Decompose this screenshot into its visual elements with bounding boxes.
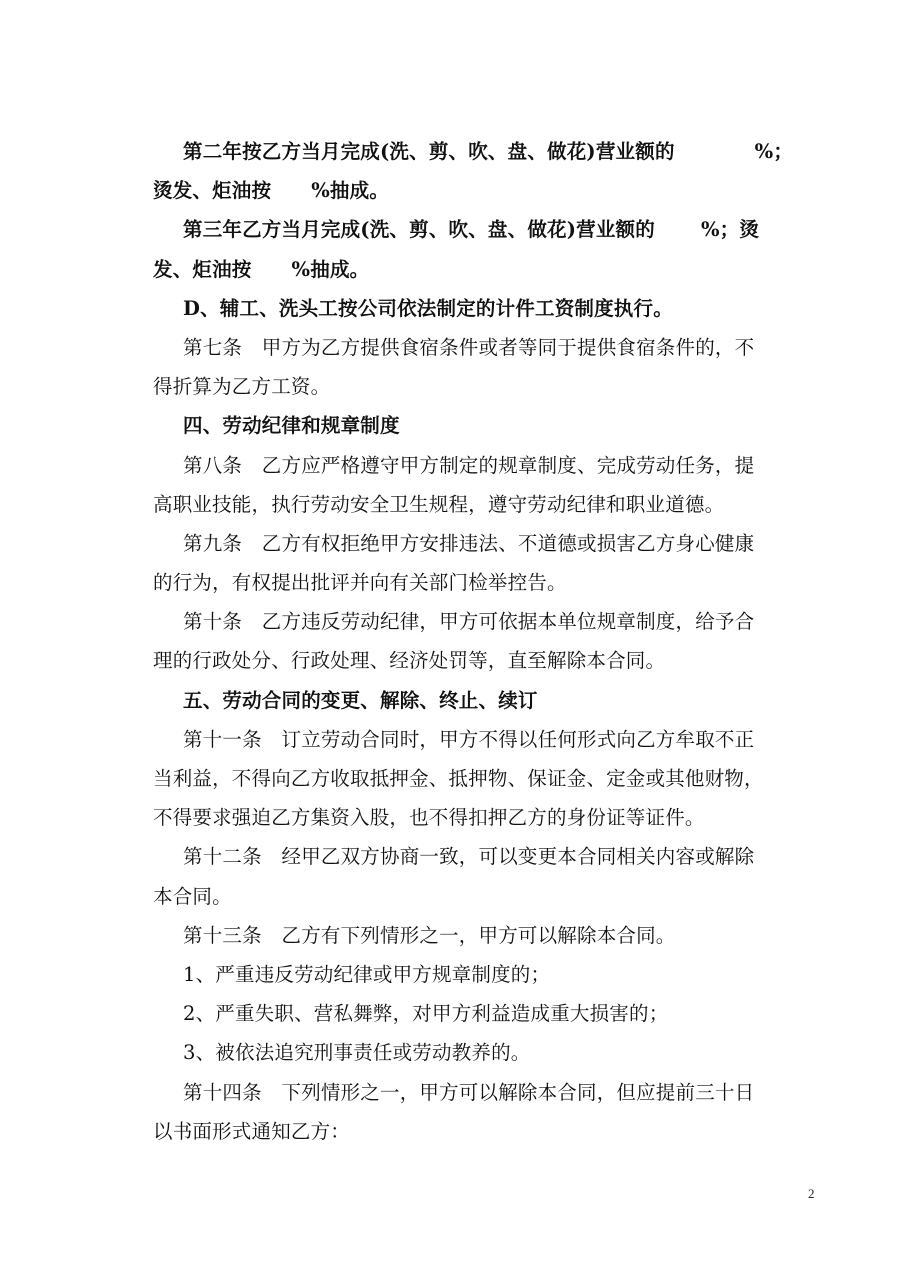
paragraph-line: 第九条 乙方有权拒绝甲方安排违法、不道德或损害乙方身心健康 — [183, 531, 755, 555]
text-segment: %；烫 — [700, 218, 760, 242]
page-number: 2 — [808, 1186, 815, 1201]
paragraph-line: 第七条 甲方为乙方提供食宿条件或者等同于提供食宿条件的，不 — [183, 335, 755, 359]
section-heading: 五、劳动合同的变更、解除、终止、续订 — [183, 688, 538, 712]
list-item: 2、严重失职、营私舞弊，对甲方利益造成重大损害的； — [183, 1002, 669, 1026]
text-segment: %抽成。 — [311, 179, 390, 203]
paragraph-line: 理的行政处分、行政处理、经济处罚等，直至解除本合同。 — [153, 649, 666, 673]
document-body — [153, 132, 803, 1151]
paragraph-line: 以书面形式通知乙方： — [153, 1119, 351, 1143]
paragraph-line: 第十三条 乙方有下列情形之一，甲方可以解除本合同。 — [183, 923, 676, 947]
paragraph-line: 得折算为乙方工资。 — [153, 375, 331, 399]
list-item: 1、严重违反劳动纪律或甲方规章制度的； — [183, 962, 551, 986]
paragraph-line: 高职业技能，执行劳动安全卫生规程，遵守劳动纪律和职业道德。 — [153, 492, 725, 516]
text-segment: %抽成。 — [291, 257, 370, 281]
list-item: 3、被依法追究刑事责任或劳动教养的。 — [183, 1041, 531, 1065]
paragraph-line: 不得要求强迫乙方集资入股，也不得扣押乙方的身份证等证件。 — [153, 806, 705, 830]
text-segment: 第三年乙方当月完成(洗、剪、吹、盘、做花)营业额的 — [183, 218, 655, 242]
paragraph-line — [153, 171, 803, 210]
paragraph-line: 的行为，有权提出批评并向有关部门检举控告。 — [153, 571, 567, 595]
paragraph-line: D、辅工、洗头工按公司依法制定的计件工资制度执行。 — [183, 296, 673, 320]
paragraph-line: 本合同。 — [153, 884, 232, 908]
text-segment: %； — [754, 140, 794, 163]
paragraph-line: 第十二条 经甲乙双方协商一致，可以变更本合同相关内容或解除 — [183, 845, 755, 869]
paragraph-line: 第十一条 订立劳动合同时，甲方不得以任何形式向乙方牟取不正 — [183, 727, 755, 751]
section-heading: 四、劳动纪律和规章制度 — [183, 414, 400, 438]
paragraph-line: 第八条 乙方应严格遵守甲方制定的规章制度、完成劳动任务，提 — [183, 453, 755, 477]
paragraph-line: 第十四条 下列情形之一，甲方可以解除本合同，但应提前三十日 — [183, 1080, 755, 1104]
text-segment: 第二年按乙方当月完成(洗、剪、吹、盘、做花)营业额的 — [183, 140, 675, 163]
paragraph-line: 第十条 乙方违反劳动纪律，甲方可依据本单位规章制度，给予合 — [183, 610, 755, 634]
text-segment: 烫发、炬油按 — [153, 179, 272, 203]
paragraph-line — [153, 250, 803, 289]
paragraph-line — [153, 132, 803, 171]
paragraph-line: 当利益，不得向乙方收取抵押金、抵押物、保证金、定金或其他财物， — [153, 767, 764, 790]
paragraph-line — [153, 210, 803, 249]
text-segment: 发、炬油按 — [153, 257, 252, 281]
